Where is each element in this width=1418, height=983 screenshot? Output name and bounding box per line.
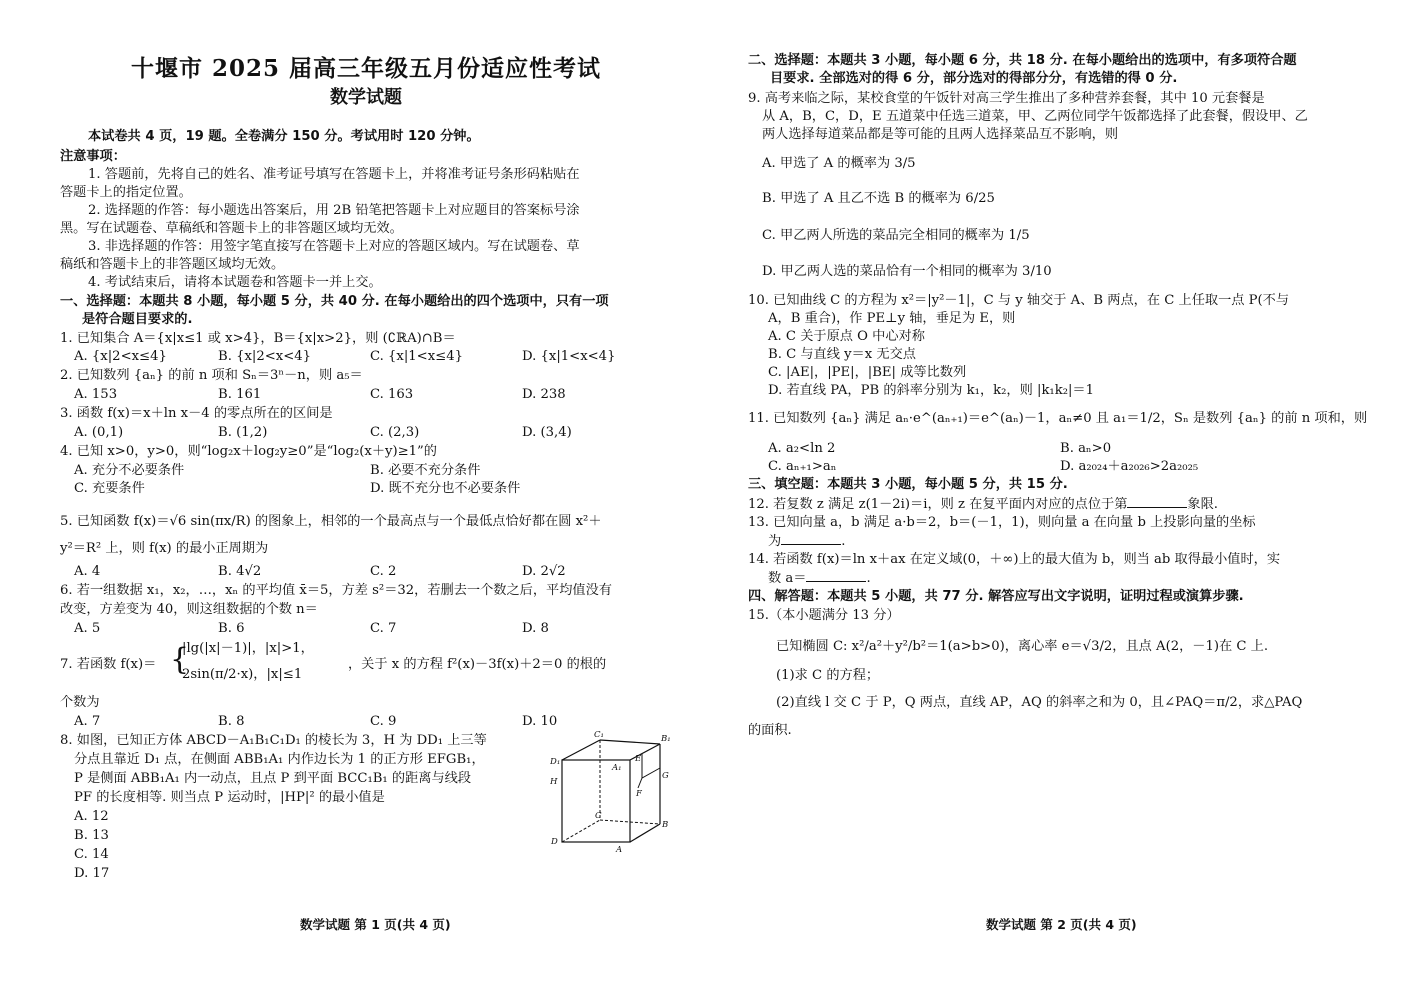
question-14-tail: . <box>866 571 871 586</box>
section-1-heading: 一、选择题：本题共 8 小题，每小题 5 分，共 40 分. 在每小题给出的四个选项中，只有一项 <box>60 294 609 309</box>
question-10-line: A，B 重合)，作 PE⊥y 轴，垂足为 E，则 <box>768 311 1016 326</box>
cube-edge <box>630 824 660 842</box>
question-14-head: 数 a＝ <box>768 571 807 586</box>
question-2-option-b: B. 161 <box>218 387 262 402</box>
question-12 <box>748 495 1218 513</box>
question-3-option-c: C. (2,3) <box>370 425 420 440</box>
question-7-stem-tail: ，关于 x 的方程 f²(x)－3f(x)＋2＝0 的根的 <box>348 657 607 672</box>
label-d: D <box>551 837 558 847</box>
label-g: G <box>662 771 669 781</box>
section-3-heading: 三、填空题：本题共 3 小题，每小题 5 分，共 15 分. <box>748 477 1068 492</box>
question-7-case-1: |lg(|x|－1)|，|x|>1， <box>182 641 314 656</box>
question-1-option-b: B. {x|2<x<4} <box>218 349 312 364</box>
question-11-option-b: B. aₙ>0 <box>1060 441 1112 456</box>
question-9-line: 9. 高考来临之际，某校食堂的午饭针对高三学生推出了多种营养套餐，其中 10 元套餐是 <box>748 91 1265 106</box>
question-9-line: 从 A，B，C，D，E 五道菜中任选三道菜，甲、乙两位同学午饭都选择了此套餐，假设甲、乙 <box>762 109 1308 124</box>
question-6-stem-cont: 改变，方差变为 40，则这组数据的个数 n＝ <box>60 602 318 617</box>
label-a: A <box>616 845 623 855</box>
notice-line: 答题卡上的指定位置。 <box>60 185 192 200</box>
question-1-option-c: C. {x|1<x≤4} <box>370 349 463 364</box>
exam-title: 十堰市 2025 届高三年级五月份适应性考试 <box>130 55 602 82</box>
section-2-heading-cont: 目要求. 全部选对的得 6 分，部分选对的得部分分，有选错的得 0 分. <box>770 71 1178 86</box>
label-e: E <box>635 754 642 764</box>
notice-line: 3. 非选择题的作答：用签字笔直接写在答题卡上对应的答题区域内。写在试题卷、草 <box>88 239 580 254</box>
question-8-line: 分点且靠近 D₁ 点，在侧面 ABB₁A₁ 内作边长为 1 的正方形 EFGB₁， <box>74 752 485 767</box>
question-2-option-d: D. 238 <box>522 387 566 402</box>
cube-hidden-edge <box>562 820 600 842</box>
question-7-case-2: 2sin(π/2·x)，|x|≤1 <box>182 667 303 682</box>
question-2-stem: 2. 已知数列 {aₙ} 的前 n 项和 Sₙ＝3ⁿ－n，则 a₅＝ <box>60 368 363 383</box>
question-4-option-b: B. 必要不充分条件 <box>370 463 481 478</box>
section-4-heading: 四、解答题：本题共 5 小题，共 77 分. 解答应写出文字说明，证明过程或演算步骤. <box>748 589 1244 604</box>
question-11-option-d: D. a₂₀₂₄＋a₂₀₂₆>2a₂₀₂₅ <box>1060 459 1199 474</box>
question-10-option-c: C. |AE|，|PE|，|BE| 成等比数列 <box>768 365 967 380</box>
question-13-tail: . <box>841 534 846 549</box>
label-b: B <box>662 820 669 830</box>
notice-line: 2. 选择题的作答：每小题选出答案后，用 2B 铅笔把答题卡上对应题目的答案标号涂 <box>88 203 580 218</box>
question-10-option-d: D. 若直线 PA，PB 的斜率分别为 k₁，k₂，则 |k₁k₂|＝1 <box>768 383 1095 398</box>
question-8-option-d: D. 17 <box>74 866 110 881</box>
question-11-option-a: A. a₂<ln 2 <box>768 441 836 456</box>
question-10-line: 10. 已知曲线 C 的方程为 x²＝|y²－1|，C 与 y 轴交于 A、B 两点，在 C 上任取一点 P(不与 <box>748 293 1290 308</box>
question-1-stem: 1. 已知集合 A＝{x|x≤1 或 x>4}，B＝{x|x>2}，则 (∁ℝA)∩B＝ <box>60 331 456 346</box>
label-f: F <box>636 789 642 799</box>
question-13-head: 为 <box>768 534 782 549</box>
label-c1: C₁ <box>594 730 604 740</box>
notice-line: 黑。写在试题卷、草稿纸和答题卡上的非答题区域均无效。 <box>60 221 403 236</box>
question-4-stem: 4. 已知 x>0，y>0，则“log₂x＋log₂y≥0”是“log₂(x＋y)≥1”的 <box>60 444 437 459</box>
question-5-stem: 5. 已知函数 f(x)＝√6 sin(πx/R) 的图象上，相邻的一个最高点与一个最低点恰好都在圆 x²＋ <box>60 514 602 529</box>
question-5-option-c: C. 2 <box>370 564 397 579</box>
question-8-line: 8. 如图，已知正方体 ABCD－A₁B₁C₁D₁ 的棱长为 3，H 为 DD₁ 上三等 <box>60 733 487 748</box>
notice-heading: 注意事项： <box>60 149 126 164</box>
question-3-option-a: A. (0,1) <box>74 425 124 440</box>
question-6-stem: 6. 若一组数据 x₁，x₂，…，xₙ 的平均值 x̄＝5，方差 s²＝32，若删去一个数之后，平均值没有 <box>60 583 612 598</box>
question-12-head: 12. 若复数 z 满足 z(1－2i)＝i，则 z 在复平面内对应的点位于第 <box>748 497 1128 512</box>
question-1-option-d: D. {x|1<x<4} <box>522 349 616 364</box>
section-2-heading: 二、选择题：本题共 3 小题，每小题 6 分，共 18 分. 在每小题给出的选项中，有多项符合题 <box>748 53 1297 68</box>
notice-line: 稿纸和答题卡上的非答题区域均无效。 <box>60 257 285 272</box>
question-3-stem: 3. 函数 f(x)＝x＋ln x－4 的零点所在的区间是 <box>60 406 333 421</box>
notice-line: 1. 答题前，先将自己的姓名、准考证号填写在答题卡上，并将准考证号条形码粘贴在 <box>88 167 580 182</box>
question-5-stem-cont: y²＝R² 上，则 f(x) 的最小正周期为 <box>60 541 269 556</box>
question-10-option-a: A. C 关于原点 O 中心对称 <box>768 329 925 344</box>
question-7-option-c: C. 9 <box>370 714 397 729</box>
question-12-tail: 象限. <box>1187 497 1218 512</box>
question-9-option-a: A. 甲选了 A 的概率为 3/5 <box>762 156 916 171</box>
label-h: H <box>550 777 558 787</box>
question-3-option-b: B. (1,2) <box>218 425 268 440</box>
page-2-footer: 数学试题 第 2 页(共 4 页) <box>986 917 1137 932</box>
question-14-line-2 <box>768 569 871 587</box>
answer-blank <box>781 532 841 545</box>
label-c: C <box>595 811 602 821</box>
question-13-line: 13. 已知向量 a，b 满足 a·b＝2，b＝(－1，1)，则向量 a 在向量 b 上投影向量的坐标 <box>748 515 1256 530</box>
question-8-option-c: C. 14 <box>74 847 109 862</box>
exam-intro: 本试卷共 4 页，19 题。全卷满分 150 分。考试用时 120 分钟。 <box>88 129 480 144</box>
section-1-heading-cont: 是符合题目要求的. <box>82 312 193 327</box>
question-4-option-a: A. 充分不必要条件 <box>74 463 185 478</box>
question-10-option-b: B. C 与直线 y＝x 无交点 <box>768 347 916 362</box>
question-6-option-a: A. 5 <box>74 621 101 636</box>
question-9-option-d: D. 甲乙两人选的菜品恰有一个相同的概率为 3/10 <box>762 264 1052 279</box>
question-4-option-c: C. 充要条件 <box>74 481 145 496</box>
question-2-option-c: C. 163 <box>370 387 414 402</box>
cube-edge <box>600 740 660 744</box>
question-15-part-2-cont: 的面积. <box>748 723 792 738</box>
label-b1: B₁ <box>661 734 671 744</box>
question-4-option-d: D. 既不充分也不必要条件 <box>370 481 521 496</box>
question-7-stem-cont: 个数为 <box>60 695 100 710</box>
question-13-line-2 <box>768 532 845 550</box>
notice-line: 4. 考试结束后，请将本试题卷和答题卡一并上交。 <box>88 275 382 290</box>
question-1-option-a: A. {x|2<x≤4} <box>74 349 167 364</box>
question-6-option-d: D. 8 <box>522 621 549 636</box>
piecewise-brace: { <box>170 642 190 677</box>
question-5-option-d: D. 2√2 <box>522 564 566 579</box>
question-7-option-b: B. 8 <box>218 714 245 729</box>
question-14-line: 14. 若函数 f(x)＝ln x＋ax 在定义域(0，＋∞)上的最大值为 b，则当 ab 取得最小值时，实 <box>748 552 1281 567</box>
question-7-option-d: D. 10 <box>522 714 558 729</box>
question-15-part-2: (2)直线 l 交 C 于 P，Q 两点，直线 AP，AQ 的斜率之和为 0，且∠PAQ＝π/2，求△PAQ <box>776 695 1303 710</box>
question-7-stem-head: 7. 若函数 f(x)＝ <box>60 657 157 672</box>
question-7-option-a: A. 7 <box>74 714 101 729</box>
exam-subtitle: 数学试题 <box>330 87 402 108</box>
question-11-stem: 11. 已知数列 {aₙ} 满足 aₙ·e^(aₙ₊₁)＝e^(aₙ)－1，aₙ≠0 且 a₁＝1/2，Sₙ 是数列 {aₙ} 的前 n 项和，则 <box>748 411 1368 426</box>
square-efgb1 <box>642 754 660 778</box>
answer-blank <box>806 569 866 582</box>
question-5-option-b: B. 4√2 <box>218 564 262 579</box>
question-8-line: P 是侧面 ABB₁A₁ 内一动点，且点 P 到平面 BCC₁B₁ 的距离与线段 <box>74 771 472 786</box>
question-8-option-a: A. 12 <box>74 809 109 824</box>
question-15-head: 15.（本小题满分 13 分） <box>748 608 900 623</box>
question-5-option-a: A. 4 <box>74 564 101 579</box>
answer-blank <box>1127 495 1187 508</box>
question-15-stem: 已知椭圆 C: x²/a²＋y²/b²＝1(a>b>0)，离心率 e＝√3/2，且点 A(2，－1)在 C 上. <box>776 639 1269 654</box>
question-8-line: PF 的长度相等. 则当点 P 运动时，|HP|² 的最小值是 <box>74 790 385 805</box>
question-8-option-b: B. 13 <box>74 828 109 843</box>
label-a1: A₁ <box>612 763 622 773</box>
question-3-option-d: D. (3,4) <box>522 425 572 440</box>
cube-figure <box>550 728 675 858</box>
segment-f <box>638 778 642 788</box>
question-11-option-c: C. aₙ₊₁>aₙ <box>768 459 837 474</box>
question-6-option-b: B. 6 <box>218 621 245 636</box>
label-d1: D₁ <box>550 757 561 767</box>
question-15-part-1: (1)求 C 的方程； <box>776 668 880 683</box>
question-2-option-a: A. 153 <box>74 387 118 402</box>
page-1-footer: 数学试题 第 1 页(共 4 页) <box>300 917 451 932</box>
question-9-line: 两人选择每道菜品都是等可能的且两人选择菜品互不影响，则 <box>762 127 1119 142</box>
question-9-option-b: B. 甲选了 A 且乙不选 B 的概率为 6/25 <box>762 191 995 206</box>
cube-edge <box>562 740 600 760</box>
question-9-option-c: C. 甲乙两人所选的菜品完全相同的概率为 1/5 <box>762 228 1030 243</box>
question-6-option-c: C. 7 <box>370 621 397 636</box>
